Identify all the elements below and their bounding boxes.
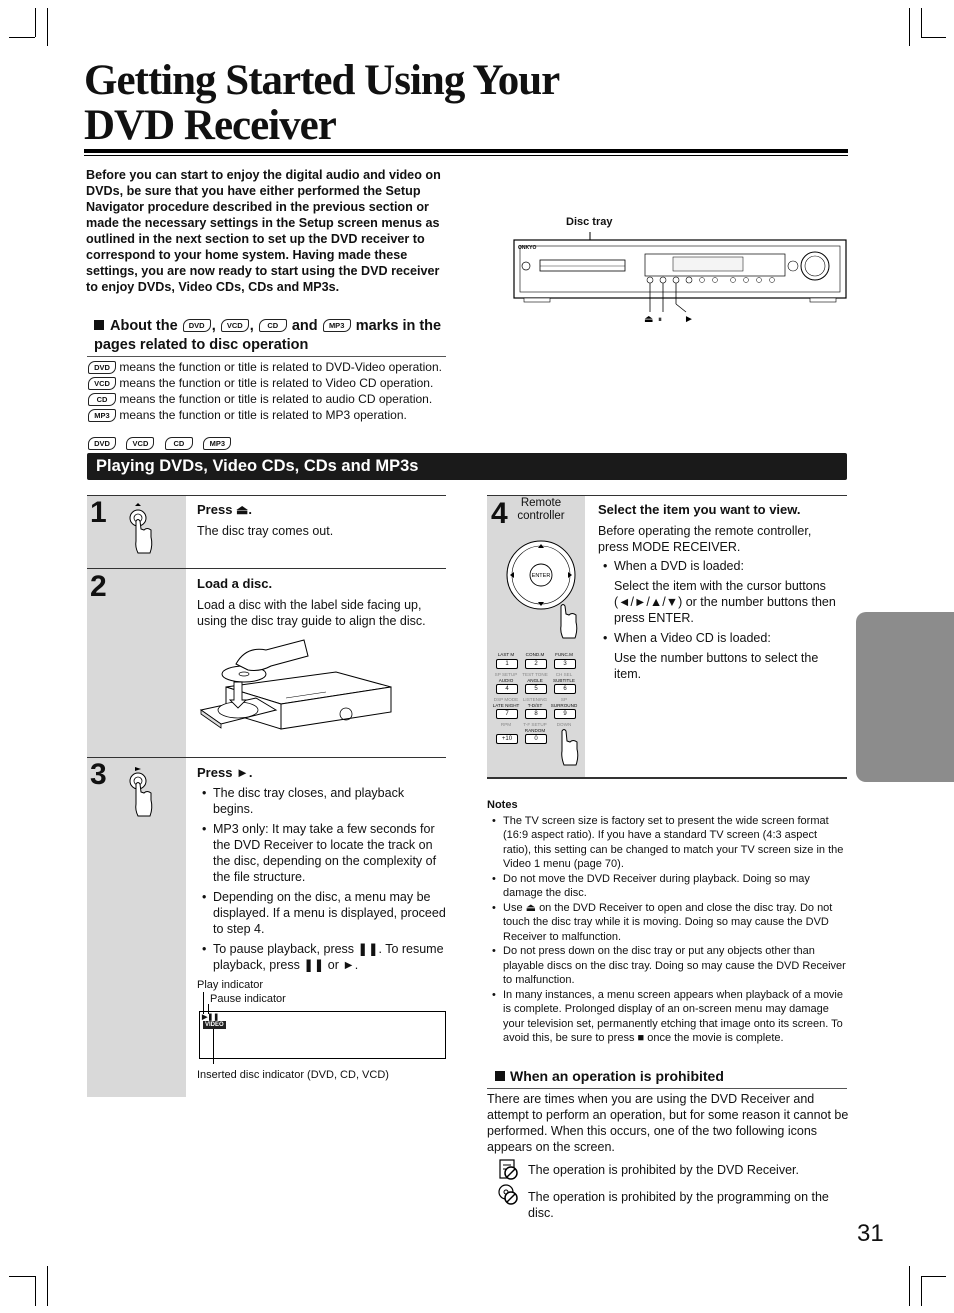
prohibited-by-disc-icon [497, 1183, 519, 1205]
remote-controller-label: Remote controller [517, 497, 565, 522]
load-disc-illustration [196, 632, 436, 732]
mark-legend-cd: CD means the function or title is related to audio CD operation. [88, 391, 448, 407]
chapter-side-tab [856, 612, 954, 782]
inserted-disc-indicator: VIDEO [205, 1022, 224, 1028]
step-divider [487, 777, 847, 779]
list-item: • Depending on the disc, a menu may be displayed. If a menu is displayed, proceed to step 4. [197, 889, 447, 937]
keypad-key-label: T-F SETUP [523, 722, 547, 727]
keypad-key-label: LISTENING [522, 697, 548, 702]
keypad-key-label: FUNC.M [555, 652, 573, 657]
play-indicator-label: Play indicator [197, 979, 264, 991]
vcd-mark-icon: VCD [126, 437, 154, 450]
mp3-mark-icon: MP3 [323, 319, 351, 332]
crop-mark [35, 8, 36, 37]
keypad-button[interactable]: 8 [525, 709, 547, 719]
keypad-button[interactable]: 1 [496, 659, 518, 669]
step-divider [87, 568, 446, 569]
cd-mark-icon: CD [165, 437, 193, 450]
mark-legend-mp3: MP3 means the function or title is related to MP3 operation. [88, 407, 448, 423]
cd-mark-icon: CD [259, 319, 287, 332]
list-item: • Do not press down on the disc tray or put any objects other than playable discs on the disc tray. Doing so may cause the DVD Receiver to malfunction. [487, 944, 847, 988]
keypad-button[interactable]: 3 [554, 659, 576, 669]
disc-tray-label: Disc tray [566, 216, 613, 228]
keypad-key-label: DOWN [556, 722, 572, 727]
crop-mark [909, 1266, 910, 1306]
indicator-leader-line [208, 1004, 209, 1014]
page-number: 31 [857, 1220, 884, 1247]
list-item: • To pause playback, press ❚❚. To resume playback, press ❚❚ or ►. [197, 941, 447, 973]
step-4-heading: Select the item you want to view. [598, 502, 801, 517]
keypad-key-label: SP [560, 697, 568, 702]
intro-paragraph: Before you can start to enjoy the digital audio and video on DVDs, be sure that you have either performed the Setup Navigator procedure described in the previous section or made the necessary settings in the Setup screen menus as outlined in the next section to set up the DVD receiver to correspond to your home system. Having made these settings, you are now ready to start using the DVD receiver to enjoy DVDs, Video CDs, CDs and MP3s. [86, 168, 441, 294]
crop-mark [35, 1276, 36, 1306]
step-1-text: The disc tray comes out. [197, 524, 334, 538]
marks-divider [87, 356, 446, 357]
pause-indicator-label: Pause indicator [210, 993, 286, 1005]
keypad-key-label: ANGLE [527, 678, 543, 683]
list-item: • MP3 only: It may take a few seconds for the DVD Receiver to locate the track on the disc, depending on the complexity of the file structure. [197, 821, 447, 885]
keypad-button[interactable]: 7 [496, 709, 518, 719]
crop-mark [47, 8, 48, 46]
cd-mark-icon: CD [88, 393, 116, 406]
title-rule-thin [84, 155, 848, 156]
keypad-key-label: TEST TONE [522, 672, 548, 677]
indicator-leader-line [203, 992, 204, 1014]
keypad-key-label: SURROUND [550, 703, 578, 708]
keypad-button[interactable]: 9 [554, 709, 576, 719]
receiver-front-panel-illustration [510, 228, 850, 328]
square-bullet-icon [94, 320, 104, 330]
keypad-key-label: SUBTITLE [553, 678, 575, 683]
enter-button-label: ENTER [531, 573, 551, 579]
title-rule-thick [84, 149, 848, 153]
step-3-bullets [197, 785, 447, 977]
list-item: • Use ⏏ on the DVD Receiver to open and close the disc tray. Do not touch the disc tray while it is moving. Doing so may cause the DVD Receiver to malfunction. [487, 901, 847, 945]
step-3-heading: Press ►. [197, 765, 253, 780]
step-4-number: 4 [491, 497, 508, 530]
list-item: • The TV screen size is factory set to present the wide screen format (16:9 aspect ratio). If you have a standard TV screen (4:3 aspect ratio), this setting can be changed to match your TV screen size in the Video 1 menu (page 70). [487, 814, 847, 872]
hand-press-icon [556, 727, 582, 771]
prohibited-text: There are times when you are using the DVD Receiver and attempt to perform an operation, but for some reason it cannot be performed. When this occurs, one of the two following icons appears on the screen. [487, 1092, 849, 1154]
crop-mark [921, 37, 946, 38]
brand-logo: ONKYO [518, 245, 537, 251]
keypad-key-label: RPM [500, 722, 512, 727]
pause-symbol: ⏸ [658, 315, 662, 324]
keypad-key-label: DSP MODE [493, 697, 519, 702]
list-item: • In many instances, a menu screen appears when playback of a movie is complete. Prolonged display of an on-screen menu may damage your television set, permanently etching that image onto its screen. To avoid this, be sure to press ■ once the movie is complete. [487, 988, 847, 1046]
play-symbol: ► [684, 314, 694, 325]
keypad-button[interactable]: 6 [554, 684, 576, 694]
disc-indicator-label: Inserted disc indicator (DVD, CD, VCD) [197, 1069, 389, 1081]
indicator-leader-line [213, 1029, 214, 1064]
square-bullet-icon [495, 1071, 505, 1081]
crop-mark [9, 1276, 35, 1277]
list-item: • Do not move the DVD Receiver during playback. Doing so may damage the disc. [487, 872, 847, 901]
mp3-mark-icon: MP3 [203, 437, 231, 450]
vcd-mark-icon: VCD [221, 319, 249, 332]
crop-mark [921, 1276, 922, 1306]
step-2-number: 2 [90, 570, 107, 603]
section-marks [88, 435, 231, 453]
keypad-key-label: RANDOM [524, 728, 546, 733]
remote-cursor-pad-illustration [505, 538, 585, 648]
step-3-number: 3 [90, 758, 107, 791]
dvd-mark-icon: DVD [88, 361, 116, 374]
prohibited-icon-2-text: The operation is prohibited by the programming on the disc. [528, 1190, 829, 1220]
step-2-heading: Load a disc. [197, 576, 273, 591]
prohibited-icon-1-text: The operation is prohibited by the DVD Receiver. [528, 1163, 799, 1177]
notes-heading: Notes [487, 799, 518, 811]
step-divider [87, 495, 446, 496]
list-item: • When a DVD is loaded: Select the item with the cursor buttons (◄/►/▲/▼) or the number buttons then press ENTER. [598, 558, 846, 626]
mp3-mark-icon: MP3 [88, 409, 116, 422]
crop-mark [921, 8, 922, 37]
crop-mark [909, 8, 910, 46]
keypad-key-label: CH SEL [555, 672, 573, 677]
step-divider [87, 757, 446, 758]
eject-symbol: ⏏ [644, 314, 654, 325]
step-divider [487, 495, 847, 496]
list-item: • When a Video CD is loaded: Use the number buttons to select the item. [598, 630, 846, 682]
step-1-number: 1 [90, 496, 107, 529]
marks-legend [88, 359, 448, 423]
step-4-bullets [598, 558, 846, 686]
hand-press-icon [126, 503, 156, 558]
keypad-key-label: LATE NIGHT [492, 703, 520, 708]
step-1-heading: Press ⏏. [197, 502, 252, 517]
keypad-button[interactable]: 0 [525, 734, 547, 744]
prohibited-by-receiver-icon [497, 1158, 519, 1180]
keypad-button[interactable]: 2 [525, 659, 547, 669]
keypad-key-label: LAST M [497, 652, 515, 657]
list-item: • The disc tray closes, and playback begins. [197, 785, 447, 817]
mark-legend-vcd: VCD means the function or title is related to Video CD operation. [88, 375, 448, 391]
keypad-key-label: T-D/ST [527, 703, 543, 708]
dvd-mark-icon: DVD [88, 437, 116, 450]
section-header: Playing DVDs, Video CDs, CDs and MP3s [87, 453, 847, 480]
crop-mark [47, 1266, 48, 1306]
prohibited-divider [487, 1088, 847, 1089]
notes-block [487, 798, 847, 1046]
keypad-key-label: SP SETUP [494, 672, 518, 677]
screen-status-bar: ▶❚❚ [202, 1014, 220, 1021]
step-4-intro: Before operating the remote controller, press MODE RECEIVER. [598, 524, 812, 554]
keypad-key-label: COND.M [525, 652, 545, 657]
prohibited-heading: When an operation is prohibited [495, 1068, 724, 1084]
keypad-key-label: AUDIO [498, 678, 514, 683]
mark-legend-dvd: DVD means the function or title is related to DVD-Video operation. [88, 359, 448, 375]
step-2-text: Load a disc with the label side facing up, using the disc tray guide to align the disc. [197, 598, 426, 628]
crop-mark [921, 1276, 946, 1277]
keypad-button[interactable]: 4 [496, 684, 518, 694]
screen-display-illustration [199, 1011, 446, 1059]
vcd-mark-icon: VCD [88, 377, 116, 390]
marks-heading: About the DVD , VCD , CD and MP3 marks in the pages related to disc operation [94, 318, 442, 353]
page-title: Getting Started Using Your DVD Receiver [84, 57, 560, 149]
dvd-mark-icon: DVD [183, 319, 211, 332]
crop-mark [9, 37, 35, 38]
keypad-button[interactable]: +10 [496, 734, 518, 744]
keypad-button[interactable]: 5 [525, 684, 547, 694]
hand-press-icon [126, 766, 156, 821]
